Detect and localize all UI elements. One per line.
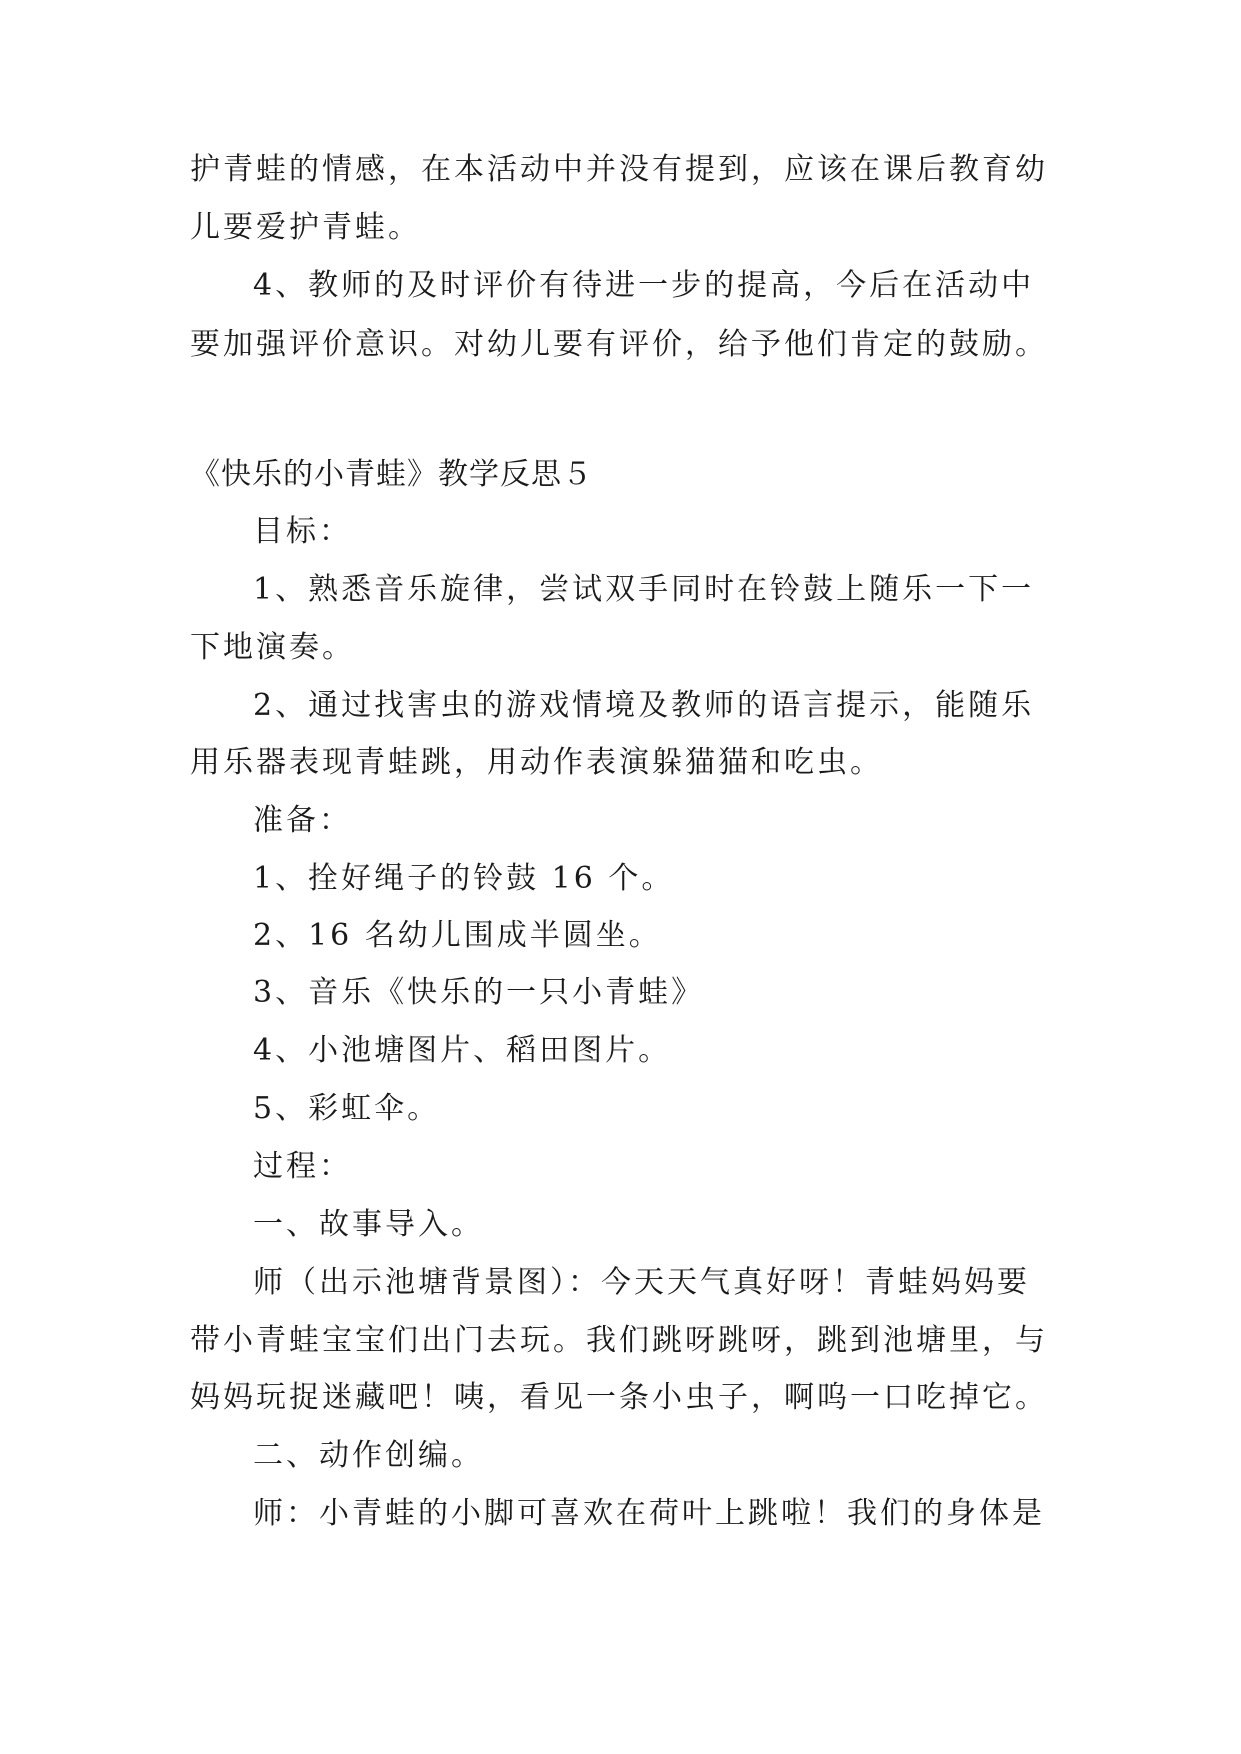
paragraph-line: 下地演奏。 — [190, 630, 355, 665]
paragraph-line: 用乐器表现青蛙跳，用动作表演躲猫猫和吃虫。 — [190, 745, 883, 780]
paragraph-line: 师：小青蛙的小脚可喜欢在荷叶上跳啦！我们的身体是 — [253, 1496, 1045, 1531]
subsection-heading: 二、动作创编。 — [253, 1438, 484, 1473]
section-heading-process: 过程： — [253, 1149, 352, 1184]
paragraph-line: 儿要爱护青蛙。 — [190, 210, 421, 245]
paragraph-line: 护青蛙的情感，在本活动中并没有提到，应该在课后教育幼 — [190, 152, 1048, 187]
paragraph-line: 妈妈玩捉迷藏吧！咦，看见一条小虫子，啊呜一口吃掉它。 — [190, 1380, 1048, 1415]
section-title: 《快乐的小青蛙》教学反思５ — [190, 457, 593, 492]
list-item: 3、音乐《快乐的一只小青蛙》 — [253, 975, 705, 1010]
subsection-heading: 一、故事导入。 — [253, 1207, 484, 1242]
list-item: 5、彩虹伞。 — [253, 1091, 441, 1126]
section-heading-preparation: 准备： — [253, 803, 352, 838]
section-heading-goals: 目标： — [253, 514, 352, 549]
paragraph-line: 4、教师的及时评价有待进一步的提高，今后在活动中 — [253, 268, 1035, 303]
paragraph-line: 师（出示池塘背景图）：今天天气真好呀！青蛙妈妈要 — [253, 1265, 1030, 1300]
list-item: 1、拴好绳子的铃鼓 16 个。 — [253, 861, 675, 896]
paragraph-line: 带小青蛙宝宝们出门去玩。我们跳呀跳呀，跳到池塘里，与 — [190, 1323, 1048, 1358]
list-item: 4、小池塘图片、稻田图片。 — [253, 1033, 672, 1068]
list-item: 2、16 名幼儿围成半圆坐。 — [253, 918, 662, 953]
list-item: 2、通过找害虫的游戏情境及教师的语言提示，能随乐 — [253, 688, 1035, 723]
paragraph-line: 要加强评价意识。对幼儿要有评价，给予他们肯定的鼓励。 — [190, 327, 1048, 362]
list-item: 1、熟悉音乐旋律，尝试双手同时在铃鼓上随乐一下一 — [253, 572, 1035, 607]
